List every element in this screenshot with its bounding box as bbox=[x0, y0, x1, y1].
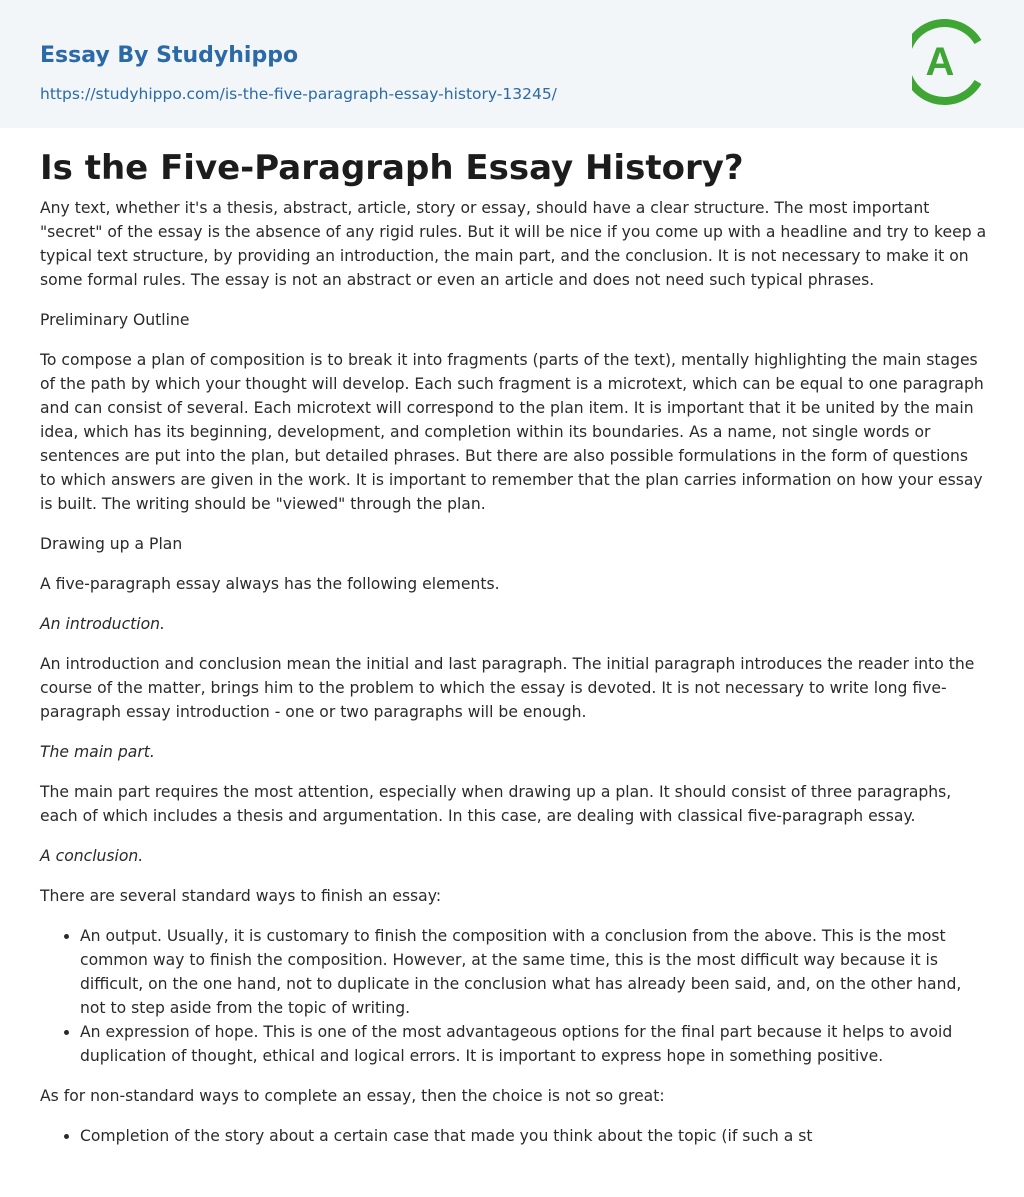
logo-letter: A bbox=[925, 40, 955, 84]
paragraph-nonstandard-ways: As for non-standard ways to complete an essay, then the choice is not so great: bbox=[40, 1087, 665, 1105]
article-body bbox=[40, 146, 988, 1164]
heading-preliminary-outline: Preliminary Outline bbox=[40, 311, 190, 329]
label-introduction: An introduction. bbox=[40, 615, 165, 633]
source-url-link[interactable]: https://studyhippo.com/is-the-five-paragraph-essay-history-13245/ bbox=[40, 85, 557, 103]
label-conclusion: A conclusion. bbox=[40, 847, 144, 865]
site-header bbox=[0, 0, 1024, 128]
nonstandard-ways-list bbox=[80, 1124, 988, 1148]
studyhippo-logo-icon[interactable] bbox=[912, 18, 986, 106]
paragraph-intro: Any text, whether it's a thesis, abstract, article, story or essay, should have a clear structure. The most important "secret" of the essay is the absence of any rigid rules. But it will be nice if you come up with a headline and try to keep a typical text structure, by providing an introduction, the main part, and the conclusion. It is not necessary to make it on some formal rules. The essay is not an abstract or even an article and does not need such typical phrases. bbox=[40, 199, 987, 289]
paragraph-outline: To compose a plan of composition is to break it into fragments (parts of the text), mentally highlighting the main stages of the path by which your thought will develop. Each such fragment is a microtext, which can be equal to one paragraph and can consist of several. Each microtext will correspond to the plan item. It is important that it be united by the main idea, which has its beginning, development, and completion within its boundaries. As a name, not single words or sentences are put into the plan, but detailed phrases. But there are also possible formulations in the form of questions to which answers are given in the work. It is important to remember that the plan carries information on how your essay is built. The writing should be "viewed" through the plan. bbox=[40, 351, 984, 513]
list-item: • An output. Usually, it is customary to finish the composition with a conclusion from the above. This is the most common way to finish the composition. However, at the same time, this is the most difficult way because it is difficult, on the one hand, not to duplicate in the conclusion what has already been said, and, on the other hand, not to step aside from the topic of writing. bbox=[80, 924, 988, 1020]
paragraph-main-part: The main part requires the most attention, especially when drawing up a plan. It should consist of three paragraphs, each of which includes a thesis and argumentation. In this case, are dealing with classical five-paragraph essay. bbox=[40, 783, 952, 825]
list-item: • Completion of the story about a certain case that made you think about the topic (if such a st bbox=[80, 1124, 988, 1148]
paragraph-introduction: An introduction and conclusion mean the initial and last paragraph. The initial paragraph introduces the reader into the course of the matter, brings him to the problem to which the essay is devoted. It is not necessary to write long five-paragraph essay introduction - one or two paragraphs will be enough. bbox=[40, 655, 975, 721]
standard-ways-list bbox=[80, 924, 988, 1068]
paragraph-elements: A five-paragraph essay always has the following elements. bbox=[40, 575, 500, 593]
list-item: • An expression of hope. This is one of the most advantageous options for the final part because it helps to avoid duplication of thought, ethical and logical errors. It is important to express hope in something positive. bbox=[80, 1020, 988, 1068]
article-title: Is the Five-Paragraph Essay History? bbox=[40, 148, 744, 188]
heading-drawing-plan: Drawing up a Plan bbox=[40, 535, 183, 553]
brand-title[interactable]: Essay By Studyhippo bbox=[40, 43, 299, 68]
paragraph-standard-ways: There are several standard ways to finish an essay: bbox=[40, 887, 442, 905]
label-main-part: The main part. bbox=[40, 743, 155, 761]
